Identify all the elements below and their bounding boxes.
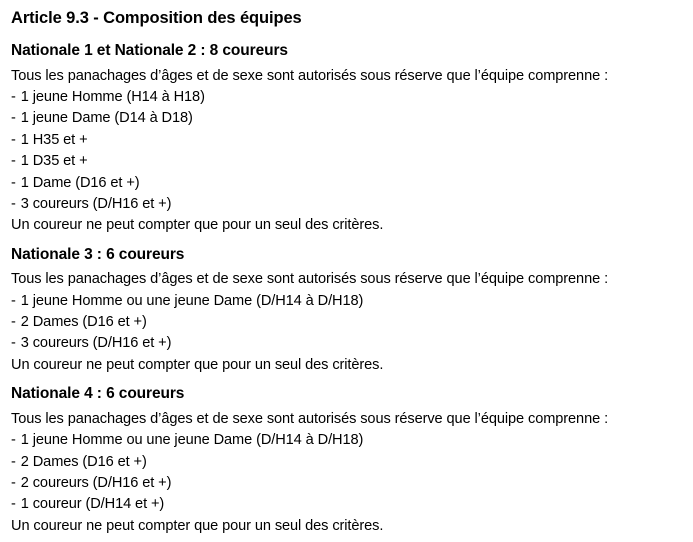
criteria-text: 1 jeune Dame (D14 à D18) (20, 110, 193, 127)
bullet-dash: - (11, 475, 16, 491)
criteria-text: 1 coureur (D/H14 et +) (20, 496, 165, 513)
criteria-item (11, 173, 679, 194)
bullet-dash: - (11, 174, 16, 191)
criteria-text: 3 coureurs (D/H16 et +) (20, 335, 172, 352)
article-title: Article 9.3 - Composition des équipes (11, 9, 302, 27)
criteria-item (11, 333, 679, 354)
team-composition-section (11, 383, 679, 537)
bullet-dash: - (11, 453, 16, 470)
criteria-item (11, 151, 679, 172)
criteria-text: 1 Dame (D16 et +) (20, 174, 140, 191)
section-intro: Tous les panachages d’âges et de sexe sont autorisés sous réserve que l’équipe comprenne : (11, 410, 609, 427)
criteria-item (11, 130, 679, 151)
criteria-item (11, 473, 679, 494)
criteria-item (11, 494, 679, 515)
section-heading: Nationale 3 : 6 coureurs (11, 245, 185, 263)
criteria-item (11, 312, 679, 333)
bullet-dash: - (11, 110, 16, 127)
criteria-item (11, 108, 679, 129)
criteria-list (11, 87, 679, 215)
bullet-dash: - (11, 131, 16, 148)
bullet-dash: - (11, 153, 16, 170)
section-note: Un coureur ne peut compter que pour un seul des critères. (11, 356, 384, 373)
criteria-text: 1 D35 et + (20, 153, 88, 170)
criteria-text: 1 H35 et + (20, 131, 88, 148)
bullet-dash: - (11, 335, 16, 352)
bullet-dash: - (11, 195, 16, 212)
criteria-text: 1 jeune Homme (H14 à H18) (20, 88, 205, 105)
criteria-list (11, 430, 679, 516)
criteria-text: 3 coureurs (D/H16 et +) (20, 195, 172, 212)
criteria-item (11, 430, 679, 451)
criteria-item (11, 291, 679, 312)
bullet-dash: - (11, 88, 16, 105)
section-heading: Nationale 4 : 6 coureurs (11, 385, 185, 403)
team-composition-section (11, 244, 679, 377)
criteria-text: 2 Dames (D16 et +) (20, 453, 147, 470)
criteria-text: 2 coureurs (D/H16 et +) (20, 475, 172, 491)
section-note: Un coureur ne peut compter que pour un seul des critères. (11, 517, 384, 534)
criteria-text: 1 jeune Homme ou une jeune Dame (D/H14 à D/H18) (20, 292, 364, 309)
bullet-dash: - (11, 432, 16, 449)
criteria-list (11, 291, 679, 355)
sections-container (11, 40, 679, 537)
section-intro: Tous les panachages d’âges et de sexe sont autorisés sous réserve que l’équipe comprenne : (11, 67, 609, 84)
criteria-item (11, 194, 679, 215)
criteria-item (11, 452, 679, 473)
section-heading: Nationale 1 et Nationale 2 : 8 coureurs (11, 42, 288, 59)
bullet-dash: - (11, 496, 16, 513)
criteria-text: 1 jeune Homme ou une jeune Dame (D/H14 à D/H18) (20, 432, 364, 449)
section-note: Un coureur ne peut compter que pour un seul des critères. (11, 217, 384, 234)
section-intro: Tous les panachages d’âges et de sexe sont autorisés sous réserve que l’équipe comprenne : (11, 271, 609, 288)
criteria-text: 2 Dames (D16 et +) (20, 314, 147, 331)
bullet-dash: - (11, 314, 16, 331)
criteria-item (11, 87, 679, 108)
team-composition-section (11, 40, 679, 237)
bullet-dash: - (11, 292, 16, 309)
